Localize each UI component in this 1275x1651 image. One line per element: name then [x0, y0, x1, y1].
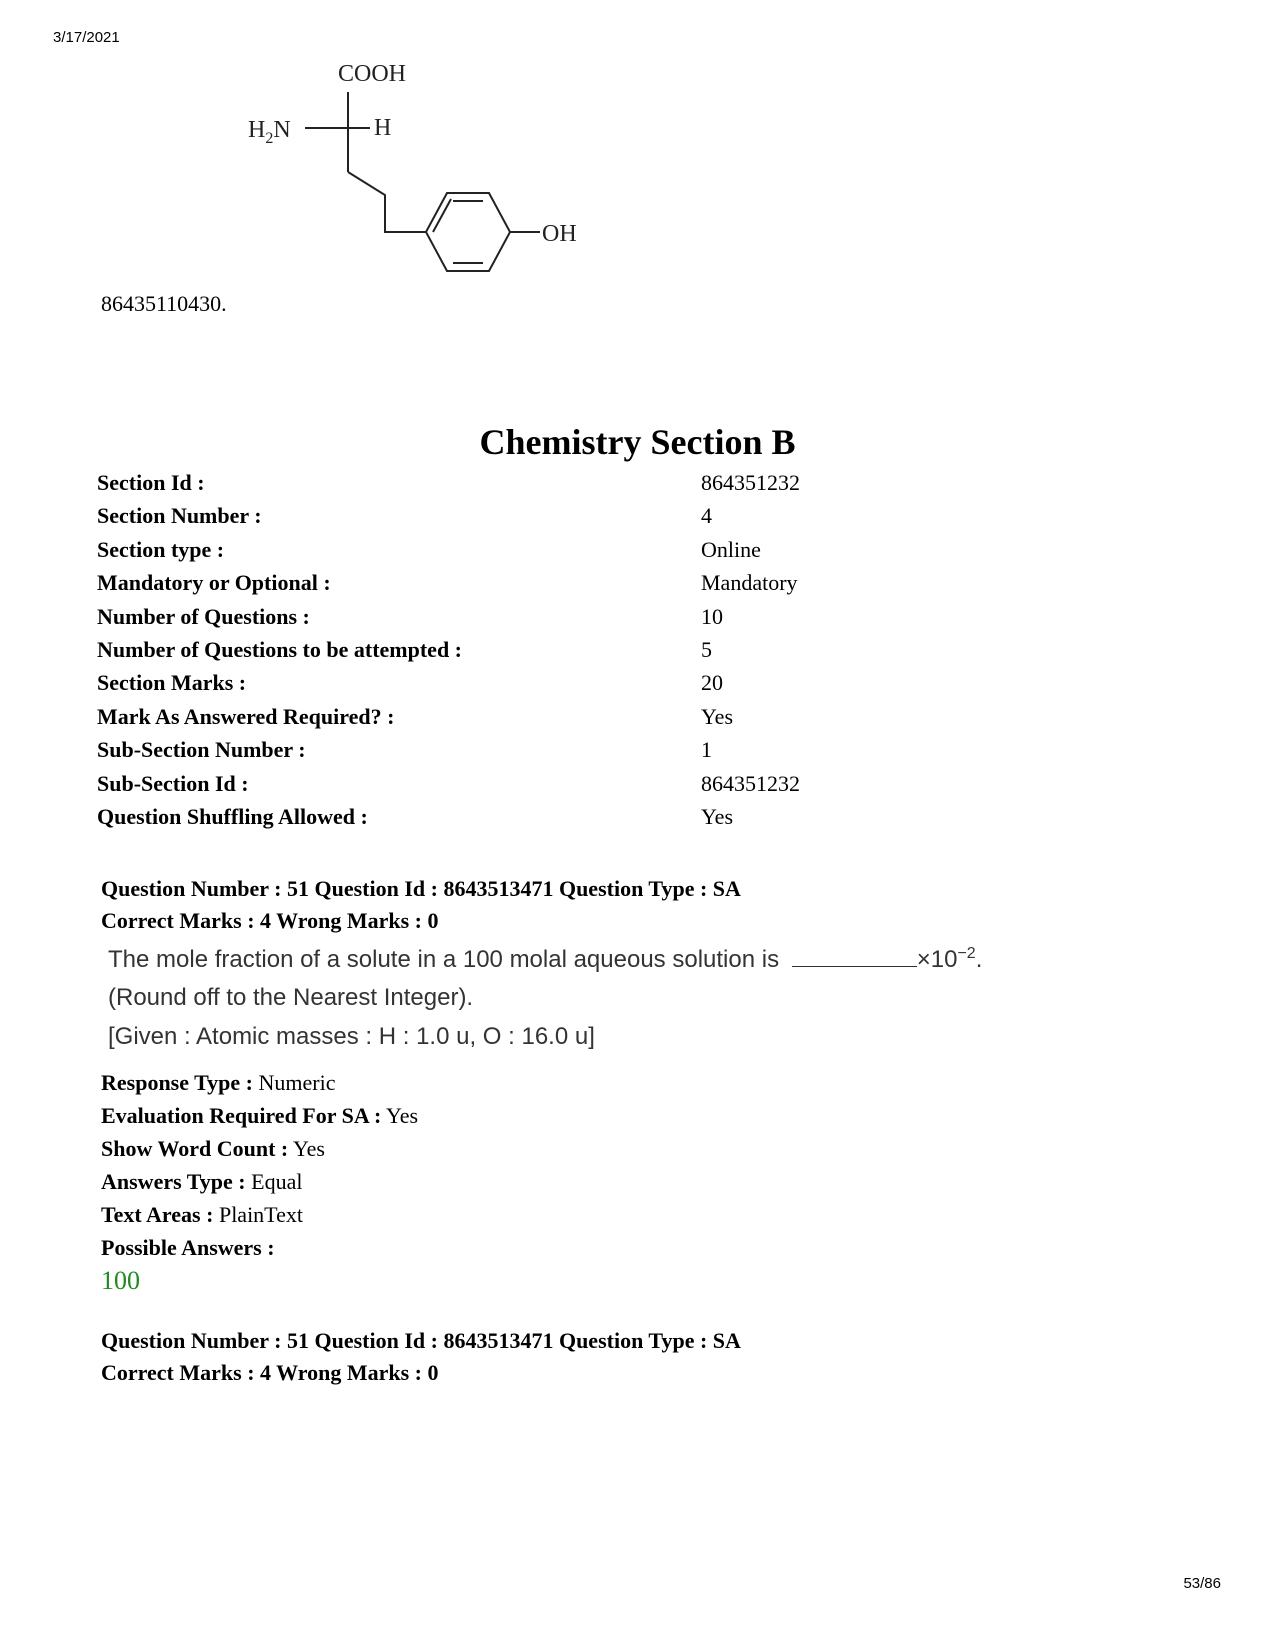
- attr-label: Text Areas :: [101, 1202, 214, 1227]
- info-label: Mandatory or Optional :: [97, 570, 331, 596]
- page-number: 53/86: [1183, 1575, 1221, 1592]
- attr-value: Numeric: [258, 1070, 336, 1095]
- info-row-sub-section-id: [97, 771, 817, 804]
- info-row-section-type: [97, 537, 817, 570]
- info-value: 864351232: [701, 470, 800, 495]
- info-label: Mark As Answered Required? :: [97, 703, 395, 729]
- attr-text-areas: [101, 1202, 418, 1235]
- info-row-section-id: [97, 470, 817, 503]
- attr-value: Yes: [386, 1103, 419, 1128]
- info-value: 10: [701, 603, 723, 629]
- question-header-block: [101, 876, 741, 940]
- answer-blank: [792, 946, 917, 967]
- info-row-shuffling: [97, 804, 817, 837]
- info-label: Question Shuffling Allowed :: [97, 803, 368, 829]
- question-stem: The mole fraction of a solute in a 100 molal aqueous solution is: [108, 946, 780, 973]
- info-row-section-number: [97, 503, 817, 536]
- question-header: Question Number : 51 Question Id : 8643513471 Question Type : SA: [101, 876, 741, 901]
- info-label: Section Marks :: [97, 670, 247, 696]
- exponent: −2: [957, 945, 976, 962]
- info-value: 1: [701, 737, 712, 763]
- question-text-line: [108, 945, 982, 984]
- info-label: Number of Questions to be attempted :: [97, 636, 463, 662]
- attr-answers-type: [101, 1169, 418, 1202]
- info-row-mandatory: [97, 570, 817, 603]
- info-value: 5: [701, 636, 712, 662]
- attr-evaluation-required: [101, 1103, 418, 1136]
- info-value: Yes: [701, 803, 734, 829]
- info-value: Mandatory: [701, 570, 798, 596]
- info-row-questions-to-attempt: [97, 637, 817, 670]
- attr-label: Possible Answers :: [101, 1235, 275, 1260]
- print-date: 3/17/2021: [53, 29, 120, 46]
- stem-period: .: [975, 946, 983, 973]
- question-marks: Correct Marks : 4 Wrong Marks : 0: [101, 1360, 439, 1385]
- info-label: Section Id :: [97, 470, 205, 495]
- attr-label: Response Type :: [101, 1070, 253, 1095]
- attr-response-type: [101, 1070, 418, 1103]
- possible-answer-value: 100: [101, 1266, 140, 1295]
- section-info-table: [97, 470, 817, 837]
- info-label: Section Number :: [97, 503, 262, 529]
- benzene-ring: [426, 193, 510, 271]
- question-attributes: [101, 1070, 418, 1268]
- attr-value: Equal: [251, 1169, 303, 1194]
- info-value: 20: [701, 670, 723, 696]
- info-row-sub-section-number: [97, 737, 817, 770]
- info-row-mark-as-answered: [97, 704, 817, 737]
- attr-show-word-count: [101, 1136, 418, 1169]
- info-value: 4: [701, 503, 712, 529]
- question-text: [108, 945, 982, 1062]
- info-row-section-marks: [97, 670, 817, 703]
- attr-possible-answers: [101, 1235, 418, 1268]
- multiplier: ×10: [916, 946, 958, 973]
- label-oh: OH: [542, 221, 577, 247]
- question-marks: Correct Marks : 4 Wrong Marks : 0: [101, 908, 439, 933]
- info-value: Online: [701, 536, 761, 562]
- section-title: Chemistry Section B: [479, 422, 796, 462]
- question-text-line: (Round off to the Nearest Integer).: [108, 984, 474, 1011]
- attr-label: Show Word Count :: [101, 1136, 289, 1161]
- info-row-number-of-questions: [97, 604, 817, 637]
- info-label: Sub-Section Number :: [97, 737, 306, 763]
- question-header: Question Number : 51 Question Id : 8643513471 Question Type : SA: [101, 1328, 741, 1353]
- info-label: Section type :: [97, 536, 225, 562]
- attr-value: Yes: [292, 1136, 325, 1161]
- option-id: 86435110430.: [101, 291, 227, 316]
- question-header-block-2: [101, 1328, 741, 1392]
- label-cooh: COOH: [338, 61, 407, 87]
- attr-value: PlainText: [218, 1202, 303, 1227]
- info-value: Yes: [701, 703, 734, 729]
- side-chain: [348, 172, 426, 232]
- chemical-structure-diagram: [240, 55, 620, 295]
- info-label: Sub-Section Id :: [97, 770, 249, 796]
- info-value: 864351232: [701, 770, 800, 796]
- info-label: Number of Questions :: [97, 603, 310, 629]
- attr-label: Evaluation Required For SA :: [101, 1103, 382, 1128]
- question-text-line: [Given : Atomic masses : H : 1.0 u, O : 16.0 u]: [108, 1023, 595, 1050]
- attr-label: Answers Type :: [101, 1169, 246, 1194]
- label-h2n: $H_2N$: [248, 117, 291, 147]
- label-h: H: [374, 115, 392, 141]
